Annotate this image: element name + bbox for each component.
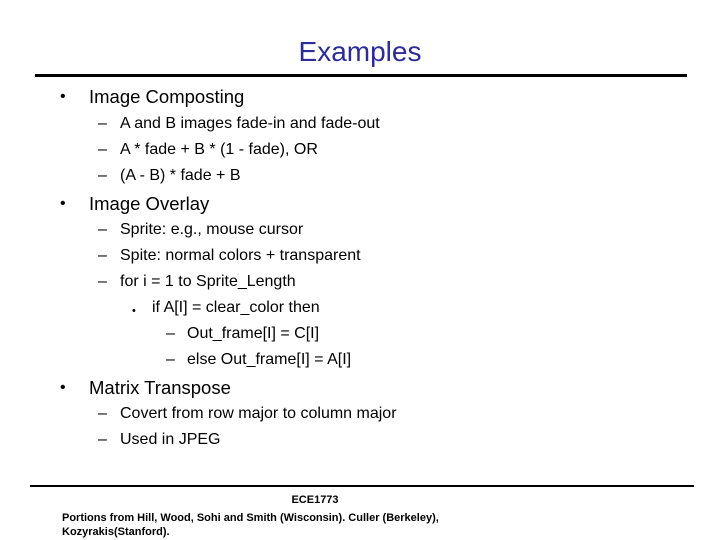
- sub-bullet: [98, 140, 498, 160]
- sub-bullet: [98, 220, 498, 240]
- sub-bullet: [98, 404, 498, 424]
- sub-bullet: [98, 166, 498, 186]
- footer-course: ECE1773: [291, 494, 339, 506]
- sub-bullet-text: for i = 1 to Sprite_Length: [120, 273, 296, 290]
- sub-sub-bullet-text: if A[I] = clear_color then: [152, 299, 320, 316]
- bullet-image-composting: [60, 86, 460, 108]
- sub-sub-sub-bullet-text: Out_frame[I] = C[I]: [187, 325, 320, 342]
- dash-marker: –: [98, 431, 107, 448]
- sub-sub-bullet: [132, 298, 532, 318]
- sub-bullet: [98, 272, 498, 292]
- footer-divider: [30, 485, 694, 487]
- dash-marker: –: [98, 167, 107, 184]
- bullet-image-overlay: [60, 193, 460, 215]
- dash-marker: –: [98, 115, 107, 132]
- bullet-marker: •: [60, 379, 66, 396]
- sub-bullet-text: A and B images fade-in and fade-out: [120, 115, 380, 132]
- dash-marker: –: [98, 247, 107, 264]
- bullet-marker: •: [60, 195, 66, 212]
- footer-credits: Portions from Hill, Wood, Sohi and Smith (Wisconsin). Culler (Berkeley), Kozyrakis(Stanford).: [62, 512, 439, 538]
- dash-marker: –: [166, 325, 175, 342]
- sub-bullet-text: Sprite: e.g., mouse cursor: [120, 221, 304, 238]
- sub-sub-sub-bullet: [166, 324, 566, 344]
- sub-bullet-text: Spite: normal colors + transparent: [120, 247, 361, 264]
- slide-title: Examples: [298, 36, 422, 67]
- sub-bullet-text: Covert from row major to column major: [120, 405, 397, 422]
- dash-marker: –: [98, 141, 107, 158]
- bullet-text: Image Composting: [89, 86, 245, 107]
- bullet-matrix-transpose: [60, 377, 460, 399]
- bullet-text: Matrix Transpose: [89, 377, 231, 398]
- sub-sub-sub-bullet-text: else Out_frame[I] = A[I]: [187, 351, 352, 368]
- small-bullet-marker: •: [132, 305, 136, 317]
- bullet-text: Image Overlay: [89, 193, 210, 214]
- sub-sub-sub-bullet: [166, 350, 566, 370]
- sub-bullet: [98, 246, 498, 266]
- sub-bullet-text: Used in JPEG: [120, 431, 221, 448]
- title-divider: [35, 74, 687, 77]
- bullet-marker: •: [60, 88, 66, 105]
- dash-marker: –: [98, 221, 107, 238]
- sub-bullet-text: (A - B) * fade + B: [120, 167, 241, 184]
- dash-marker: –: [166, 351, 175, 368]
- sub-bullet: [98, 114, 498, 134]
- sub-bullet: [98, 430, 498, 450]
- dash-marker: –: [98, 405, 107, 422]
- sub-bullet-text: A * fade + B * (1 - fade), OR: [120, 141, 318, 158]
- dash-marker: –: [98, 273, 107, 290]
